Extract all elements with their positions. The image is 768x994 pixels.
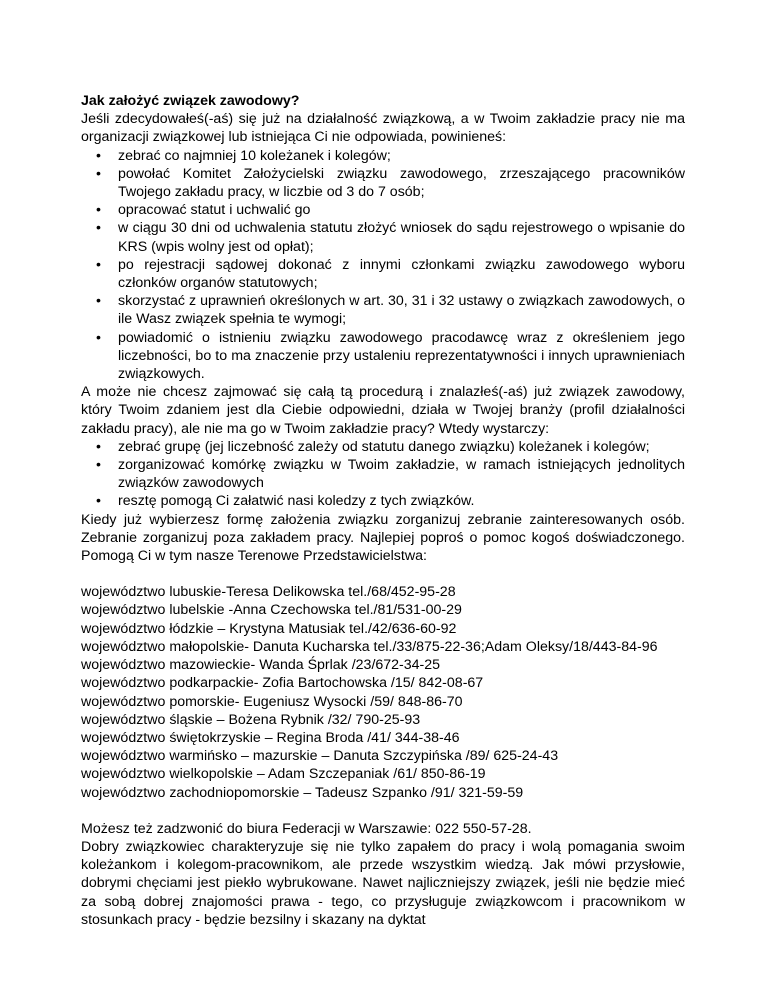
- bullet-icon: •: [96, 493, 101, 510]
- bullet-icon: •: [96, 220, 101, 237]
- contact-line: województwo pomorskie- Eugeniusz Wysocki /59/ 848-86-70: [81, 693, 463, 710]
- closing-paragraph: Kiedy już wybierzesz formę założenia związku zorganizuj zebranie zainteresowanych osób. Zebranie zorganizuj poza zakładem pracy. Najlepiej poproś o pomoc kogoś doświadczonego. Pomogą Ci w tym nasze Terenowe Przedstawicielstwa:: [81, 511, 685, 565]
- contact-line: województwo lubuskie-Teresa Delikowska tel./68/452-95-28: [81, 584, 456, 601]
- list-item: • po rejestracji sądowej dokonać z innymi członkami związku zawodowego wyboru członków organów statutowych;: [96, 256, 685, 292]
- contact-line: województwo śląskie – Bożena Rybnik /32/ 790-25-93: [81, 711, 421, 728]
- bullet-icon: •: [96, 329, 101, 346]
- contact-line: województwo mazowieckie- Wanda Śprlak /23/672-34-25: [81, 657, 441, 674]
- contact-line: województwo warmińsko – mazurskie – Danuta Szczypińska /89/ 625-24-43: [81, 748, 559, 765]
- middle-paragraph: A może nie chcesz zajmować się całą tą procedurą i znalazłeś(-aś) już związek zawodowy, który Twoim zdaniem jest dla Ciebie odpowiedni, działa w Twojej branży (profil działalności zakładu pracy), ale nie ma go w Twoim zakładzie pracy? Wtedy wystarczy:: [81, 384, 685, 437]
- document-page: [81, 92, 685, 929]
- bullet-icon: •: [96, 147, 101, 164]
- bullet-icon: •: [96, 256, 101, 273]
- join-steps-list: [81, 438, 685, 511]
- list-item: • zebrać co najmniej 10 koleżanek i kolegów;: [96, 147, 391, 164]
- list-item: • resztę pomogą Ci załatwić nasi koledzy z tych związków.: [96, 493, 475, 510]
- contact-line: województwo wielkopolskie – Adam Szczepaniak /61/ 850-86-19: [81, 766, 486, 783]
- bullet-icon: •: [96, 202, 101, 219]
- final-paragraph: Dobry związkowiec charakteryzuje się nie tylko zapałem do pracy i wolą pomagania swoim koleżankom i kolegom-pracownikom, ale przede wszystkim wiedzą. Jak mówi przysłowie, dobrymi chęciami jest piekło wybrukowane. Nawet najliczniejszy związek, jeśli nie będzie mieć za sobą dobrej znajomości prawa - tego, co przysługuje związkowcom i pracownikom w stosunkach pracy - będzie bezsilny i skazany na dyktat: [81, 838, 685, 928]
- contacts-list: [81, 583, 685, 801]
- list-item: • opracować statut i uchwalić go: [96, 202, 311, 219]
- bullet-icon: •: [96, 293, 101, 310]
- founding-steps-list: [81, 147, 685, 384]
- bullet-icon: •: [96, 457, 101, 474]
- footer-section: [81, 820, 685, 929]
- bullet-icon: •: [96, 165, 101, 182]
- list-item: • zorganizować komórkę związku w Twoim zakładzie, w ramach istniejących jednolitych związków zawodowych: [96, 457, 685, 492]
- list-item: • zebrać grupę (jej liczebność zależy od statutu danego związku) koleżanek i kolegów;: [96, 438, 650, 455]
- intro-paragraph: Jeśli zdecydowałeś(-aś) się już na działalność związkową, a w Twoim zakładzie pracy nie ma organizacji związkowej lub istniejąca Ci nie odpowiada, powinieneś:: [81, 111, 685, 146]
- list-item: • powołać Komitet Założycielski związku zawodowego, zrzeszającego pracowników Twojego zakładu pracy, w liczbie od 3 do 7 osób;: [96, 165, 685, 201]
- bullet-icon: •: [96, 438, 101, 455]
- contact-line: województwo zachodniopomorskie – Tadeusz Szpanko /91/ 321-59-59: [81, 784, 524, 801]
- contact-line: województwo małopolskie- Danuta Kucharska tel./33/875-22-36;Adam Oleksy/18/443-84-96: [81, 638, 658, 655]
- contact-line: województwo świętokrzyskie – Regina Broda /41/ 344-38-46: [81, 729, 460, 746]
- page-title: Jak założyć związek zawodowy?: [81, 93, 300, 109]
- contact-line: województwo lubelskie -Anna Czechowska tel./81/531-00-29: [81, 602, 462, 619]
- phone-line: Możesz też zadzwonić do biura Federacji w Warszawie: 022 550-57-28.: [81, 820, 532, 837]
- contact-line: województwo łódzkie – Krystyna Matusiak tel./42/636-60-92: [81, 620, 457, 637]
- list-item: • powiadomić o istnieniu związku zawodowego pracodawcę wraz z określeniem jego liczebności, bo to ma znaczenie przy ustaleniu reprezentatywności i innych uprawnieniach związkowych.: [96, 329, 685, 383]
- list-item: • skorzystać z uprawnień określonych w art. 30, 31 i 32 ustawy o związkach zawodowych, o ile Wasz związek spełnia te wymogi;: [96, 293, 685, 328]
- list-item: • w ciągu 30 dni od uchwalenia statutu złożyć wniosek do sądu rejestrowego o wpisanie do KRS (wpis wolny jest od opłat);: [96, 220, 685, 255]
- contact-line: województwo podkarpackie- Zofia Bartochowska /15/ 842-08-67: [81, 675, 484, 692]
